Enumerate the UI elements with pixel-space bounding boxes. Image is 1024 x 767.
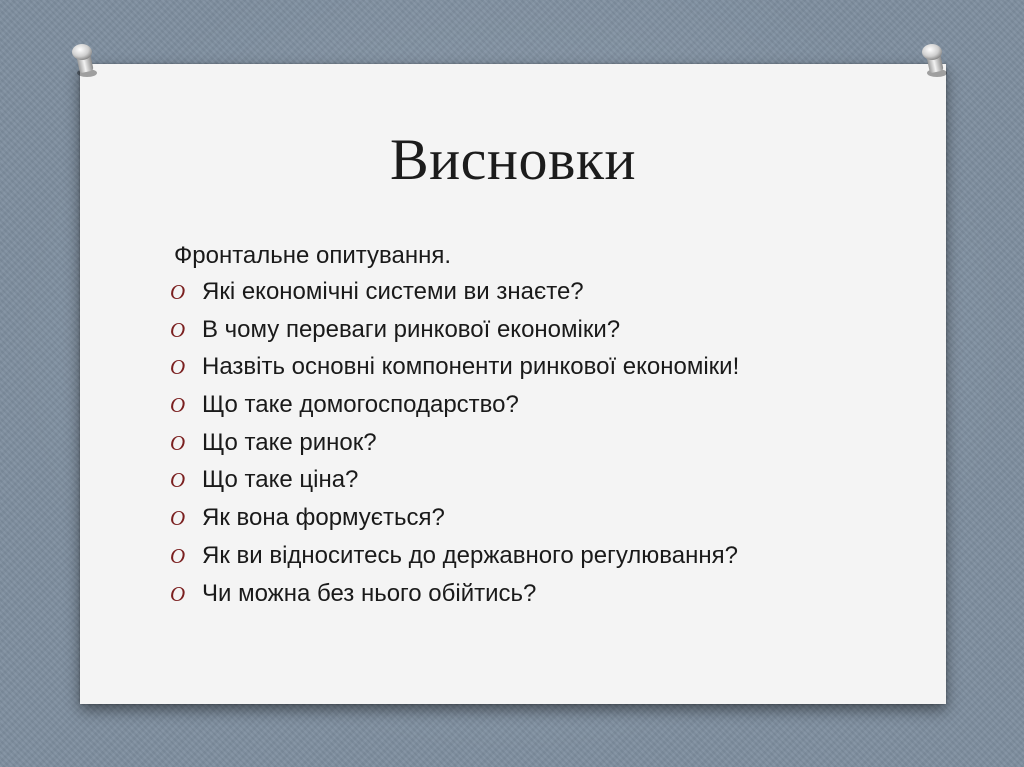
- bullet-o-icon: O: [170, 468, 186, 493]
- list-item-text: Що таке домогосподарство?: [202, 391, 519, 419]
- bullet-o-icon: O: [170, 543, 186, 568]
- bullet-o-icon: O: [170, 355, 186, 380]
- list-item: [170, 580, 739, 618]
- list-item-text: Як ви відноситесь до державного регулювання?: [202, 541, 738, 569]
- slide-card: [80, 64, 946, 704]
- bullet-o-icon: O: [170, 393, 186, 418]
- list-item: [170, 316, 739, 354]
- bullet-o-icon: O: [170, 280, 186, 304]
- bullet-o-icon: O: [170, 317, 186, 342]
- list-item-text: Назвіть основні компоненти ринкової економіки!: [202, 353, 740, 381]
- list-item-text: Що таке ціна?: [202, 466, 359, 494]
- list-item-text: Чи можна без нього обійтись?: [202, 579, 537, 607]
- list-item: [170, 278, 739, 316]
- list-item: [170, 391, 739, 429]
- slide-title: Висновки: [389, 127, 637, 192]
- slide-intro: Фронтальне опитування.: [174, 242, 452, 269]
- bullet-o-icon: O: [170, 581, 186, 606]
- list-item: [170, 429, 739, 467]
- list-item: [170, 466, 739, 504]
- list-item-text: В чому переваги ринкової економіки?: [202, 315, 621, 343]
- list-item-text: Як вона формується?: [202, 504, 445, 532]
- bullet-o-icon: O: [170, 506, 186, 531]
- list-item: [170, 504, 739, 542]
- push-pin-left-icon: [68, 40, 102, 80]
- list-item: [170, 353, 739, 391]
- question-list: [170, 278, 739, 617]
- list-item-text: Які економічні системи ви знаєте?: [202, 278, 584, 305]
- list-item-text: Що таке ринок?: [202, 428, 377, 456]
- bullet-o-icon: O: [170, 430, 186, 455]
- list-item: [170, 542, 739, 580]
- push-pin-right-icon: [918, 40, 952, 80]
